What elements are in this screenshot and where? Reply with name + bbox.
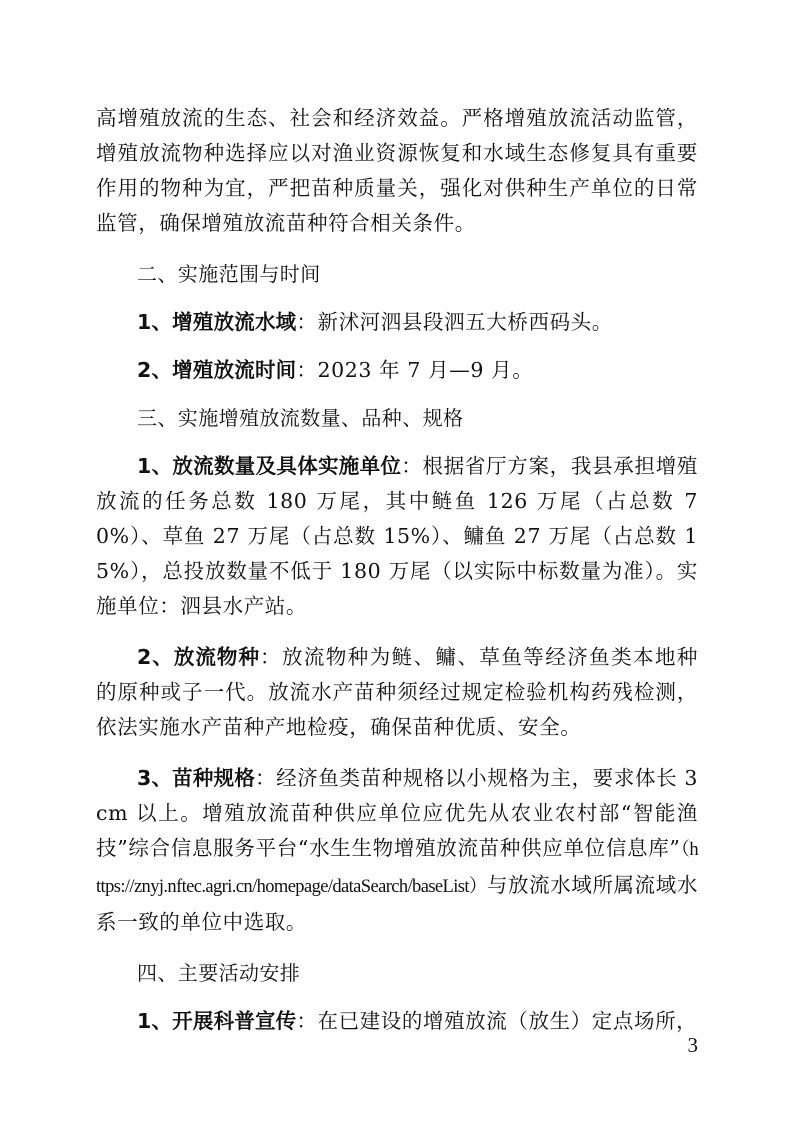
paragraph-3-2	[96, 640, 698, 745]
page-number: 3	[687, 1033, 698, 1057]
paragraph-4-1	[96, 1004, 698, 1039]
lead-term: 1、增殖放流水域	[137, 310, 297, 334]
lead-term: 3、苗种规格	[137, 766, 256, 790]
page-body	[96, 101, 698, 1039]
section-heading-2: 二、实施范围与时间	[137, 262, 321, 286]
paragraph-text: ：经济鱼类苗种规格以小规格为主，要求体长 3cm 以上。增殖放流苗种供应单位应优先从农业农村部“智能渔技”综合信息服务平台“水生生物增殖放流苗种供应单位信息库”	[96, 766, 698, 860]
paragraph-text: ：新沭河泗县段泗五大桥西码头。	[296, 310, 613, 334]
paragraph-2-2	[96, 353, 698, 388]
lead-term: 2、增殖放流时间	[137, 358, 297, 382]
section-heading-4: 四、主要活动安排	[137, 961, 301, 985]
paragraph-text-tail: 与放流水域所属流域水系一致的单位中选取。	[96, 873, 699, 934]
lead-term: 2、放流物种	[137, 645, 261, 669]
paragraph-text: ：根据省厅方案，我县承担增殖放流的任务总数 180 万尾，其中鲢鱼 126 万尾（占总数 70%）、草鱼 27 万尾（占总数 15%）、鳙鱼 27 万尾（占总数 15%），总投放数量不低于 180 万尾（以实际中标数量为准）。实施单位：泗县水产站。	[96, 454, 698, 618]
paragraph-3-3	[96, 761, 698, 940]
paragraph-text: ：放流物种为鲢、鳙、草鱼等经济鱼类本地种的原种或子一代。放流水产苗种须经过规定检验机构药残检测，依法实施水产苗种产地检疫，确保苗种优质、安全。	[96, 645, 698, 739]
paragraph-2-1	[96, 305, 698, 340]
lead-term: 1、放流数量及具体实施单位	[137, 454, 402, 478]
paragraph-text: ：在已建设的增殖放流（放生）定点场所，	[296, 1009, 698, 1033]
paragraph-3-1	[96, 449, 698, 624]
lead-term: 1、开展科普宣传	[137, 1009, 297, 1033]
intro-paragraph: 高增殖放流的生态、社会和经济效益。严格增殖放流活动监管，增殖放流物种选择应以对渔业资源恢复和水域生态修复具有重要作用的物种为宜，严把苗种质量关，强化对供种生产单位的日常监管，确保增殖放流苗种符合相关条件。	[96, 106, 698, 235]
database-url-link[interactable]: （https://znyj.nftec.agri.cn/homepage/dataSearch/baseList）	[96, 840, 698, 897]
paragraph-text: ：2023 年 7 月—9 月。	[296, 358, 534, 382]
section-heading-3: 三、实施增殖放流数量、品种、规格	[137, 406, 464, 430]
